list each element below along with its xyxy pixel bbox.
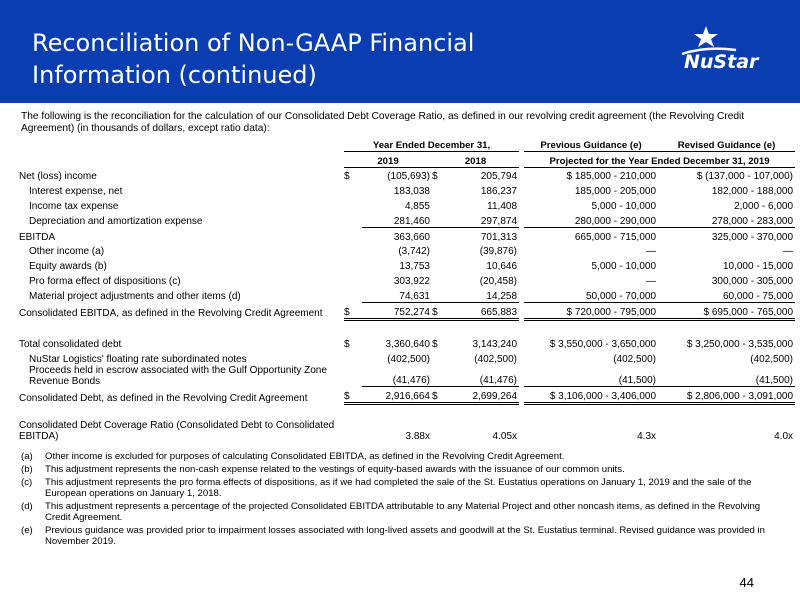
value-revised-guidance: 10,000 - 15,000 <box>722 261 794 273</box>
dollar-sign: $ <box>432 302 444 319</box>
dollar-sign: $ <box>432 339 438 351</box>
value-revised-guidance: $ 3,250,000 - 3,535,000 <box>686 339 794 351</box>
row-label: Consolidated Debt, as defined in the Revolving Credit Agreement <box>19 392 308 404</box>
value-revised-guidance: $ 2,806,000 - 3,091,000 <box>658 387 795 404</box>
table-row <box>19 387 795 404</box>
table-row <box>19 287 795 302</box>
value-previous-guidance: 50,000 - 70,000 <box>524 287 658 302</box>
dollar-sign: $ <box>432 387 444 404</box>
value-2018: 186,237 <box>480 186 518 198</box>
row-label: Equity awards (b) <box>29 261 107 273</box>
footnote-mark: (e) <box>21 525 33 536</box>
value-2019: 3,360,640 <box>385 339 430 351</box>
value-2018: 14,258 <box>444 287 519 302</box>
table-row <box>19 227 795 242</box>
footnote <box>21 501 786 523</box>
value-revised-guidance: $ 695,000 - 765,000 <box>658 302 795 319</box>
row-label: Proceeds held in escrow associated with the Gulf Opportunity Zone Revenue Bonds <box>29 364 327 387</box>
table-row <box>19 197 795 212</box>
value-2018: 2,699,264 <box>444 387 519 404</box>
footnote <box>21 525 786 547</box>
value-2019: 3.88x <box>405 431 430 443</box>
table-row <box>19 335 795 350</box>
value-previous-guidance: $ 720,000 - 795,000 <box>524 302 658 319</box>
table-row <box>19 257 795 272</box>
row-label: NuStar Logistics' floating rate subordinated notes <box>29 353 247 365</box>
table-row <box>19 365 795 387</box>
value-previous-guidance: — <box>646 246 657 258</box>
value-2019: (402,500) <box>387 353 430 365</box>
footnote <box>21 451 786 462</box>
value-2019: 13,753 <box>399 261 430 273</box>
table-row <box>19 167 795 182</box>
value-2018: (402,500) <box>474 353 518 365</box>
value-previous-guidance: 185,000 - 205,000 <box>574 186 657 198</box>
value-2019: (105,693) <box>387 171 430 183</box>
footnote-mark: (b) <box>21 464 33 475</box>
group-previous-header: Previous Guidance (e) <box>524 136 658 151</box>
value-previous-guidance: 280,000 - 290,000 <box>524 212 658 227</box>
value-2019: 752,274 <box>362 302 432 319</box>
value-2018: (20,458) <box>479 275 518 287</box>
footnote-text: This adjustment represents the non-cash expense related to the vestings of equity-based awards with the issuance of our common units. <box>45 464 625 475</box>
value-2018: 297,874 <box>444 212 519 227</box>
group-revised-header: Revised Guidance (e) <box>658 136 795 151</box>
row-label: Total consolidated debt <box>19 339 122 351</box>
value-previous-guidance: 5,000 - 10,000 <box>591 200 657 212</box>
value-revised-guidance: 4.0x <box>774 431 794 443</box>
value-revised-guidance: 2,000 - 6,000 <box>734 200 794 212</box>
reconciliation-table <box>19 136 795 442</box>
value-2018: 4.05x <box>492 431 518 443</box>
row-label: EBITDA <box>19 231 56 243</box>
value-2018: 3,143,240 <box>472 339 518 351</box>
value-2018: 205,794 <box>480 171 518 183</box>
row-label: Net (loss) income <box>19 171 97 183</box>
value-revised-guidance: 278,000 - 283,000 <box>658 212 795 227</box>
header-row-groups <box>19 136 795 151</box>
value-2018: 665,883 <box>444 302 519 319</box>
value-revised-guidance: (402,500) <box>750 353 794 365</box>
header-row-columns <box>19 151 795 167</box>
value-previous-guidance: $ 3,550,000 - 3,650,000 <box>549 339 657 351</box>
footnote-text: This adjustment represents the pro forma effects of dispositions, as if we had completed the sale of the St. Eustatius operations on January 1, 2019 and the sale of the European operations on January 1, 2018. <box>45 477 752 499</box>
footnotes <box>21 451 786 549</box>
value-previous-guidance: $ 185,000 - 210,000 <box>566 171 657 183</box>
value-previous-guidance: — <box>646 275 657 287</box>
table-row <box>19 182 795 197</box>
value-2019: 4,855 <box>404 200 430 212</box>
row-label: Income tax expense <box>29 200 119 212</box>
value-2019: 363,660 <box>393 231 430 243</box>
row-label: Depreciation and amortization expense <box>29 216 203 228</box>
table-row <box>19 350 795 365</box>
table-row <box>19 243 795 258</box>
footnote-mark: (c) <box>21 477 33 488</box>
dollar-sign: $ <box>344 339 350 351</box>
table-row <box>19 272 795 287</box>
footnote-text: Other income is excluded for purposes of calculating Consolidated EBITDA, as defined in the Revolving Credit Agreement. <box>45 451 565 462</box>
dollar-sign: $ <box>344 302 362 319</box>
row-label: Consolidated Debt Coverage Ratio (Consolidated Debt to Consolidated EBITDA) <box>19 420 335 443</box>
dollar-sign: $ <box>344 171 350 183</box>
footnote-mark: (d) <box>21 501 33 512</box>
value-2019: 74,631 <box>362 287 432 302</box>
value-revised-guidance: $ (137,000 - 107,000) <box>696 171 794 183</box>
value-2019: 281,460 <box>362 212 432 227</box>
value-2018: 11,408 <box>487 200 518 212</box>
value-2019: 2,916,664 <box>362 387 432 404</box>
value-2019: (41,476) <box>362 365 432 387</box>
value-previous-guidance: (402,500) <box>613 353 657 365</box>
group-year-header: Year Ended December 31, <box>344 136 519 151</box>
table-row <box>19 212 795 227</box>
slide-title: Reconciliation of Non-GAAP Financial Information (continued) <box>32 29 475 89</box>
value-2018: (39,876) <box>479 246 518 258</box>
col-projected-header: Projected for the Year Ended December 31, 2019 <box>524 151 795 167</box>
value-previous-guidance: (41,500) <box>524 365 658 387</box>
footnote-text: Previous guidance was provided prior to impairment losses associated with long-lived assets and goodwill at the St. Eustatius terminal. Revised guidance was provided in November 2019. <box>45 525 765 547</box>
value-previous-guidance: 665,000 - 715,000 <box>574 231 657 243</box>
value-revised-guidance: (41,500) <box>658 365 795 387</box>
value-2019: (3,742) <box>398 246 430 258</box>
col-2018-header: 2018 <box>432 151 519 167</box>
value-revised-guidance: 300,000 - 305,000 <box>711 275 794 287</box>
value-previous-guidance: $ 3,106,000 - 3,406,000 <box>524 387 658 404</box>
value-revised-guidance: 182,000 - 188,000 <box>711 186 794 198</box>
row-label: Material project adjustments and other items (d) <box>29 291 241 303</box>
row-label: Consolidated EBITDA, as defined in the Revolving Credit Agreement <box>19 308 323 320</box>
value-2019: 303,922 <box>393 275 430 287</box>
logo-text: NuStar <box>684 51 759 73</box>
dollar-sign: $ <box>432 171 438 183</box>
row-label: Pro forma effect of dispositions (c) <box>29 275 181 287</box>
row-label: Interest expense, net <box>29 186 123 198</box>
value-revised-guidance: — <box>783 246 794 258</box>
value-previous-guidance: 5,000 - 10,000 <box>591 261 657 273</box>
footnote <box>21 477 786 499</box>
footnote <box>21 464 786 475</box>
row-label: Other income (a) <box>29 246 105 258</box>
page-number: 44 <box>739 575 754 590</box>
value-2019: 183,038 <box>393 186 430 198</box>
footnote-text: This adjustment represents a percentage of the projected Consolidated EBITDA attributable to any Material Project and other noncash items, as defined in the Revolving Credit Agreement. <box>45 501 761 523</box>
value-revised-guidance: 60,000 - 75,000 <box>658 287 795 302</box>
slide-header <box>0 0 800 103</box>
intro-text: The following is the reconciliation for the calculation of our Consolidated Debt Coverage Ratio, as defined in our revolving credit agreement (the Revolving Credit Agreement) (in thousands of dollars, except ratio data): <box>21 111 745 134</box>
table-row <box>19 420 795 442</box>
value-2018: 10,646 <box>486 261 518 273</box>
dollar-sign: $ <box>344 387 362 404</box>
col-2019-header: 2019 <box>344 151 432 167</box>
value-previous-guidance: 4.3x <box>637 431 657 443</box>
nustar-logo <box>676 24 786 74</box>
value-revised-guidance: 325,000 - 370,000 <box>711 231 794 243</box>
value-2018: (41,476) <box>444 365 519 387</box>
value-2018: 701,313 <box>480 231 518 243</box>
table-row <box>19 302 795 319</box>
footnote-mark: (a) <box>21 451 33 462</box>
